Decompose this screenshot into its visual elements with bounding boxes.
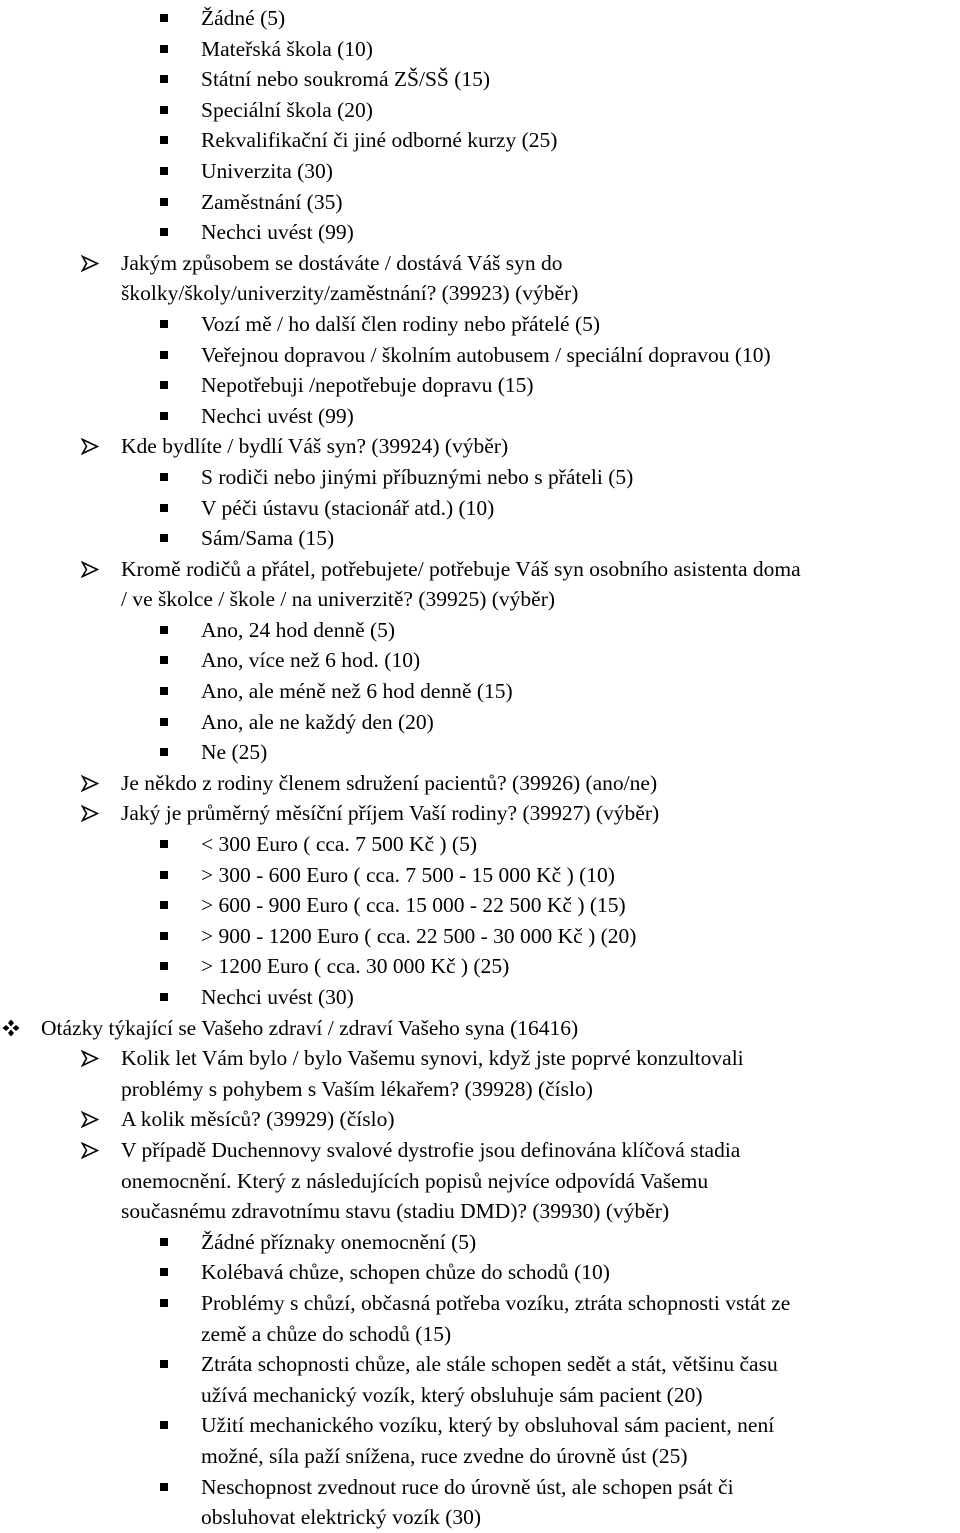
list-item-text: < 300 Euro ( cca. 7 500 Kč ) (5) (201, 832, 478, 857)
list-item (0, 554, 960, 585)
list-item-text: Státní nebo soukromá ZŠ/SŠ (15) (201, 67, 491, 92)
square-bullet-icon (160, 718, 168, 726)
square-bullet-icon (160, 106, 168, 114)
list-item-continuation (0, 1074, 960, 1105)
list-item-continuation (0, 278, 960, 309)
arrowhead-bullet-icon (81, 1111, 99, 1128)
list-item-text: Kromě rodičů a přátel, potřebujete/ potřebuje Váš syn osobního asistenta doma (121, 556, 801, 581)
list-item (0, 707, 960, 738)
list-item-text: > 600 - 900 Euro ( cca. 15 000 - 22 500 Kč ) (15) (201, 893, 626, 918)
list-item-text: V případě Duchennovy svalové dystrofie jsou definována klíčová stadia (121, 1137, 741, 1162)
square-bullet-icon (160, 626, 168, 634)
list-item (0, 1043, 960, 1074)
list-item (0, 217, 960, 248)
square-bullet-icon (160, 351, 168, 359)
list-item (0, 34, 960, 65)
list-item (0, 860, 960, 891)
list-item (0, 187, 960, 218)
document-body (0, 3, 960, 1533)
list-item (0, 798, 960, 829)
list-item-continuation (0, 1166, 960, 1197)
list-item (0, 1104, 960, 1135)
list-item (0, 768, 960, 799)
square-bullet-icon (160, 1268, 168, 1276)
list-item-text: Ano, 24 hod denně (5) (201, 617, 396, 642)
list-item-text: Je někdo z rodiny členem sdružení pacientů? (39926) (ano/ne) (121, 770, 658, 795)
list-item (0, 645, 960, 676)
list-item-text: Užití mechanického vozíku, který by obsluhoval sám pacient, není (201, 1413, 775, 1438)
square-bullet-icon (160, 748, 168, 756)
list-item-continuation (0, 1441, 960, 1472)
list-item-text: Nechci uvést (30) (201, 985, 354, 1009)
list-item (0, 156, 960, 187)
square-bullet-icon (160, 534, 168, 542)
list-item (0, 431, 960, 462)
square-bullet-icon (160, 1360, 168, 1368)
list-item-continuation (0, 1196, 960, 1227)
list-item-text: Jakým způsobem se dostáváte / dostává Váš syn do (121, 250, 563, 275)
arrowhead-bullet-icon (81, 255, 99, 272)
list-item (0, 462, 960, 493)
list-item-continuation (0, 584, 960, 615)
list-item-text: Žádné (5) (201, 6, 286, 30)
list-item-text: Sám/Sama (15) (201, 526, 335, 551)
list-item-text: země a chůze do schodů (15) (201, 1321, 452, 1346)
list-item-text: Ztráta schopnosti chůze, ale stále schopen sedět a stát, většinu času (201, 1352, 778, 1377)
list-item (0, 3, 960, 34)
square-bullet-icon (160, 901, 168, 909)
square-bullet-icon (160, 1421, 168, 1429)
list-item-text: Univerzita (30) (201, 158, 333, 183)
square-bullet-icon (160, 840, 168, 848)
list-item-text: Problémy s chůzí, občasná potřeba vozíku, ztráta schopnosti vstát ze (201, 1290, 791, 1315)
list-item-text: školky/školy/univerzity/zaměstnání? (39923) (výběr) (121, 281, 579, 306)
list-item-continuation (0, 1319, 960, 1350)
list-item (0, 982, 960, 1013)
list-item-continuation (0, 1502, 960, 1533)
list-item (0, 1410, 960, 1441)
square-bullet-icon (160, 1238, 168, 1246)
list-item-text: Otázky týkající se Vašeho zdraví / zdraví Vašeho syna (16416) (41, 1015, 579, 1040)
list-item (0, 1349, 960, 1380)
list-item (0, 1288, 960, 1319)
square-bullet-icon (160, 871, 168, 879)
square-bullet-icon (160, 687, 168, 695)
list-item (0, 737, 960, 768)
list-item (0, 921, 960, 952)
list-item-text: užívá mechanický vozík, který obsluhuje sám pacient (20) (201, 1382, 703, 1407)
list-item-text: S rodiči nebo jinými příbuznými nebo s přáteli (5) (201, 464, 634, 489)
list-item-text: Neschopnost zvednout ruce do úrovně úst, ale schopen psát či (201, 1474, 734, 1499)
arrowhead-bullet-icon (81, 1142, 99, 1159)
square-bullet-icon (160, 381, 168, 389)
square-bullet-icon (160, 75, 168, 83)
list-item (0, 676, 960, 707)
square-bullet-icon (160, 167, 168, 175)
list-item-text: Zaměstnání (35) (201, 189, 343, 214)
square-bullet-icon (160, 320, 168, 328)
square-bullet-icon (160, 45, 168, 53)
list-item (0, 829, 960, 860)
arrowhead-bullet-icon (81, 438, 99, 455)
list-item-text: Nechci uvést (99) (201, 403, 354, 428)
list-item (0, 523, 960, 554)
list-item (0, 1227, 960, 1258)
list-item-text: Speciální škola (20) (201, 97, 373, 122)
list-item-text: Nepotřebuji /nepotřebuje dopravu (15) (201, 373, 534, 398)
square-bullet-icon (160, 14, 168, 22)
square-bullet-icon (160, 412, 168, 420)
square-bullet-icon (160, 504, 168, 512)
list-item-text: Kolébavá chůze, schopen chůze do schodů (10) (201, 1260, 610, 1285)
square-bullet-icon (160, 1483, 168, 1491)
square-bullet-icon (160, 228, 168, 236)
list-item-text: Kde bydlíte / bydlí Váš syn? (39924) (výběr) (121, 434, 509, 459)
square-bullet-icon (160, 962, 168, 970)
list-item (0, 1257, 960, 1288)
list-item-text: Mateřská škola (10) (201, 36, 373, 61)
list-item-text: / ve školce / škole / na univerzitě? (39925) (výběr) (121, 587, 556, 612)
arrowhead-bullet-icon (81, 775, 99, 792)
list-item-text: Rekvalifikační či jiné odborné kurzy (25) (201, 128, 558, 153)
list-item (0, 248, 960, 279)
list-item-text: > 300 - 600 Euro ( cca. 7 500 - 15 000 Kč ) (10) (201, 862, 615, 887)
list-item (0, 1135, 960, 1166)
list-item (0, 615, 960, 646)
list-item (0, 1013, 960, 1044)
four-diamonds-bullet-icon (2, 1019, 20, 1037)
list-item-text: A kolik měsíců? (39929) (číslo) (121, 1107, 395, 1132)
square-bullet-icon (160, 993, 168, 1001)
square-bullet-icon (160, 136, 168, 144)
list-item (0, 370, 960, 401)
list-item-text: Nechci uvést (99) (201, 220, 354, 245)
list-item (0, 951, 960, 982)
list-item (0, 64, 960, 95)
list-item-text: současnému zdravotnímu stavu (stadiu DMD)? (39930) (výběr) (121, 1199, 670, 1224)
list-item (0, 95, 960, 126)
list-item-text: Kolik let Vám bylo / bylo Vašemu synovi, když jste poprvé konzultovali (121, 1046, 744, 1071)
list-item (0, 401, 960, 432)
list-item-text: možné, síla paží snížena, ruce zvedne do úrovně úst (25) (201, 1443, 688, 1468)
arrowhead-bullet-icon (81, 1050, 99, 1067)
arrowhead-bullet-icon (81, 805, 99, 822)
list-item-text: Veřejnou dopravou / školním autobusem / speciální dopravou (10) (201, 342, 771, 367)
list-item-text: Vozí mě / ho další člen rodiny nebo přátelé (5) (201, 311, 601, 336)
list-item-text: > 1200 Euro ( cca. 30 000 Kč ) (25) (201, 954, 510, 979)
list-item (0, 890, 960, 921)
list-item-text: obsluhovat elektrický vozík (30) (201, 1505, 482, 1530)
list-item-text: Ne (25) (201, 740, 268, 765)
square-bullet-icon (160, 656, 168, 664)
list-item-text: > 900 - 1200 Euro ( cca. 22 500 - 30 000 Kč ) (20) (201, 923, 637, 948)
square-bullet-icon (160, 1299, 168, 1307)
list-item-text: V péči ústavu (stacionář atd.) (10) (201, 495, 495, 520)
list-item-continuation (0, 1380, 960, 1411)
list-item (0, 1472, 960, 1503)
list-item-text: Ano, ale méně než 6 hod denně (15) (201, 679, 513, 704)
list-item-text: Ano, ale ne každý den (20) (201, 709, 434, 734)
arrowhead-bullet-icon (81, 561, 99, 578)
list-item (0, 309, 960, 340)
list-item-text: Jaký je průměrný měsíční příjem Vaší rodiny? (39927) (výběr) (121, 801, 660, 826)
list-item-text: problémy s pohybem s Vaším lékařem? (39928) (číslo) (121, 1076, 593, 1101)
list-item (0, 340, 960, 371)
square-bullet-icon (160, 473, 168, 481)
square-bullet-icon (160, 198, 168, 206)
list-item (0, 125, 960, 156)
list-item (0, 493, 960, 524)
square-bullet-icon (160, 932, 168, 940)
list-item-text: Žádné příznaky onemocnění (5) (201, 1229, 477, 1254)
list-item-text: Ano, více než 6 hod. (10) (201, 648, 421, 673)
list-item-text: onemocnění. Který z následujících popisů nejvíce odpovídá Vašemu (121, 1168, 709, 1193)
